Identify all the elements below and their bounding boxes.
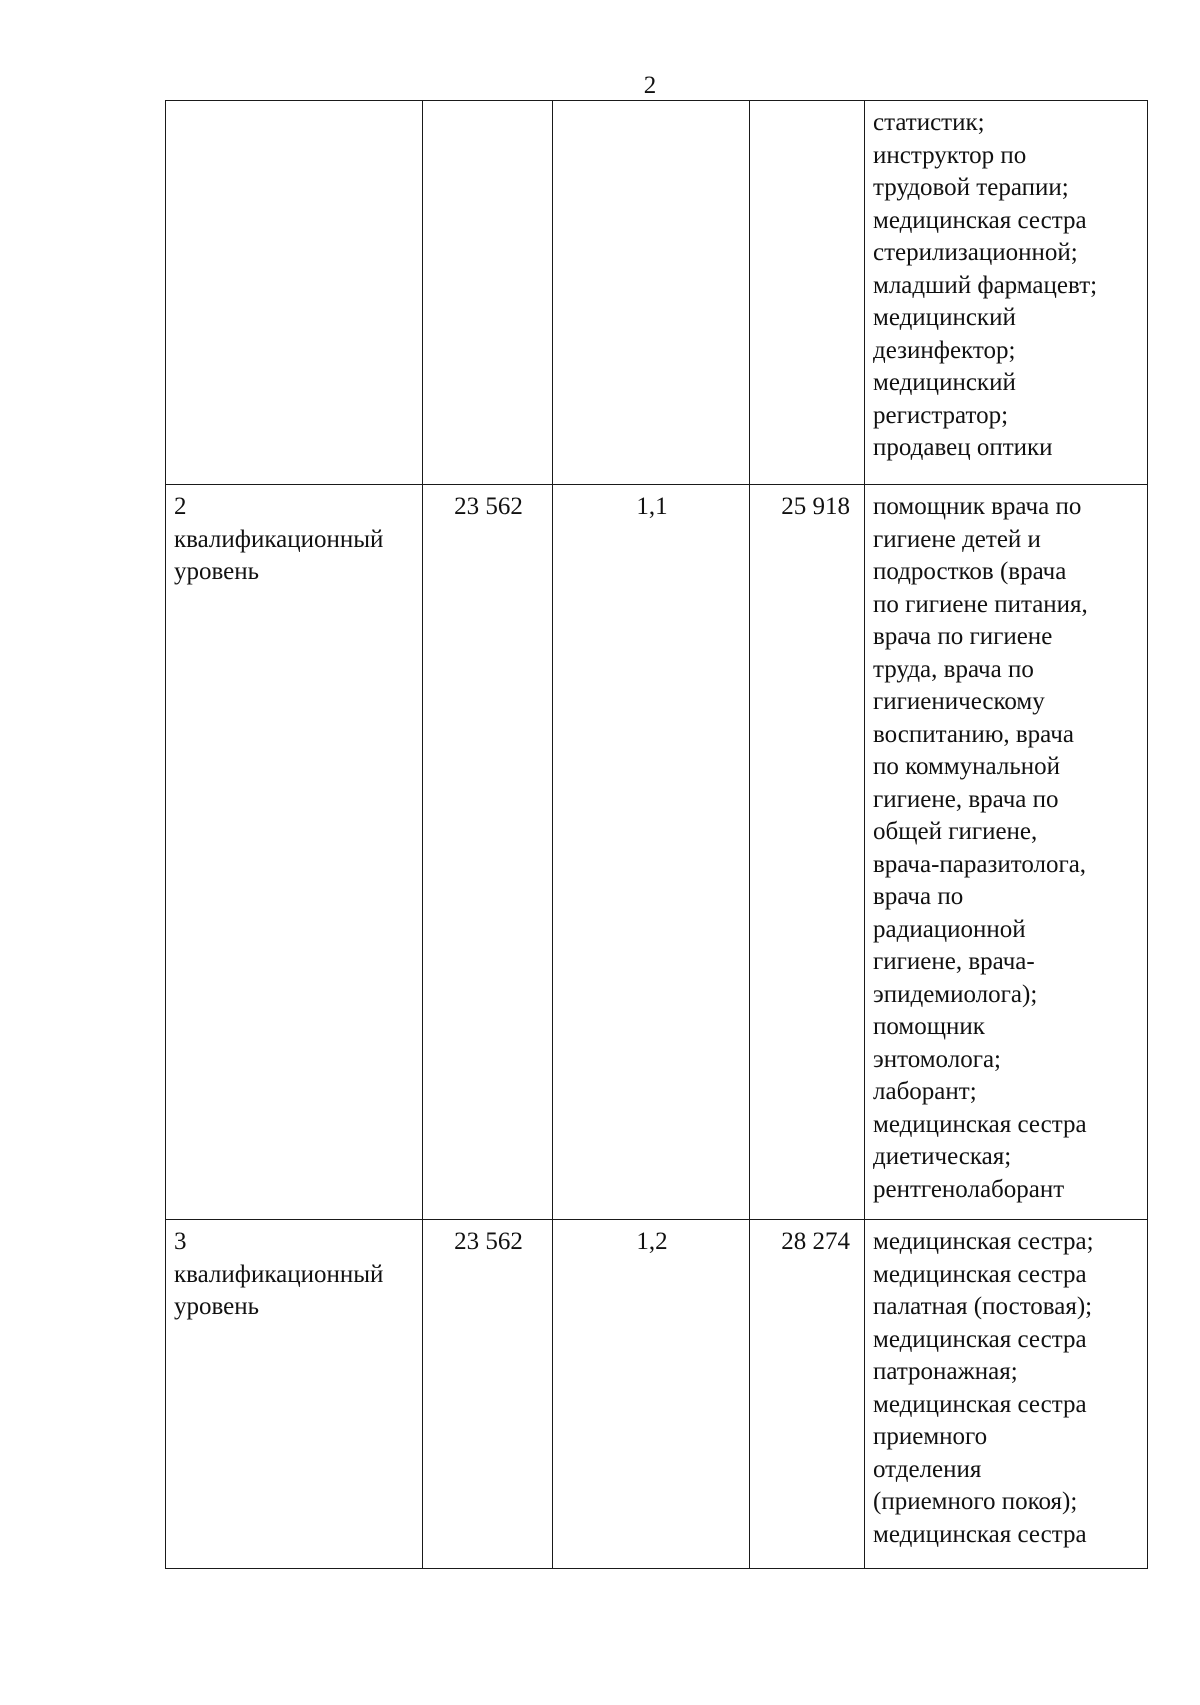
base-salary-cell — [423, 101, 553, 485]
coefficient-cell — [553, 101, 750, 485]
page-number: 2 — [643, 72, 657, 99]
total-salary-cell: 25 918 — [750, 485, 865, 1220]
qualification-level-cell: 3 квалификационный уровень — [166, 1220, 423, 1569]
salary-table — [165, 100, 1148, 1569]
positions-text: помощник врача по гигиене детей и подростков (врача по гигиене питания, врача по гигиене труда, врача по гигиеническому воспитанию, врача по коммунальной гигиене, врача по общей гигиене, врача-паразитолога, врача по радиационной гигиене, врача- эпидемиолога); помощник энтомолога; лаборант; медицинская сестра диетическая; рентгенолаборант — [873, 493, 1088, 1203]
positions-text: медицинская сестра; медицинская сестра палатная (постовая); медицинская сестра патронажная; медицинская сестра приемного отделения (приемного покоя); медицинская сестра — [873, 1228, 1094, 1548]
table-row — [166, 1220, 1148, 1569]
qualification-level-cell — [166, 101, 423, 485]
base-salary-cell: 23 562 — [423, 485, 553, 1220]
positions-cell — [865, 101, 1148, 485]
positions-cell — [865, 1220, 1148, 1569]
coefficient-cell: 1,1 — [553, 485, 750, 1220]
base-salary-cell: 23 562 — [423, 1220, 553, 1569]
positions-text: статистик; инструктор по трудовой терапии; медицинская сестра стерилизационной; младший фармацевт; медицинский дезинфектор; медицинский регистратор; продавец оптики — [873, 109, 1098, 461]
table-row — [166, 485, 1148, 1220]
table-row — [166, 101, 1148, 485]
qualification-level-cell: 2 квалификационный уровень — [166, 485, 423, 1220]
total-salary-cell: 28 274 — [750, 1220, 865, 1569]
total-salary-cell — [750, 101, 865, 485]
coefficient-cell: 1,2 — [553, 1220, 750, 1569]
positions-cell — [865, 485, 1148, 1220]
